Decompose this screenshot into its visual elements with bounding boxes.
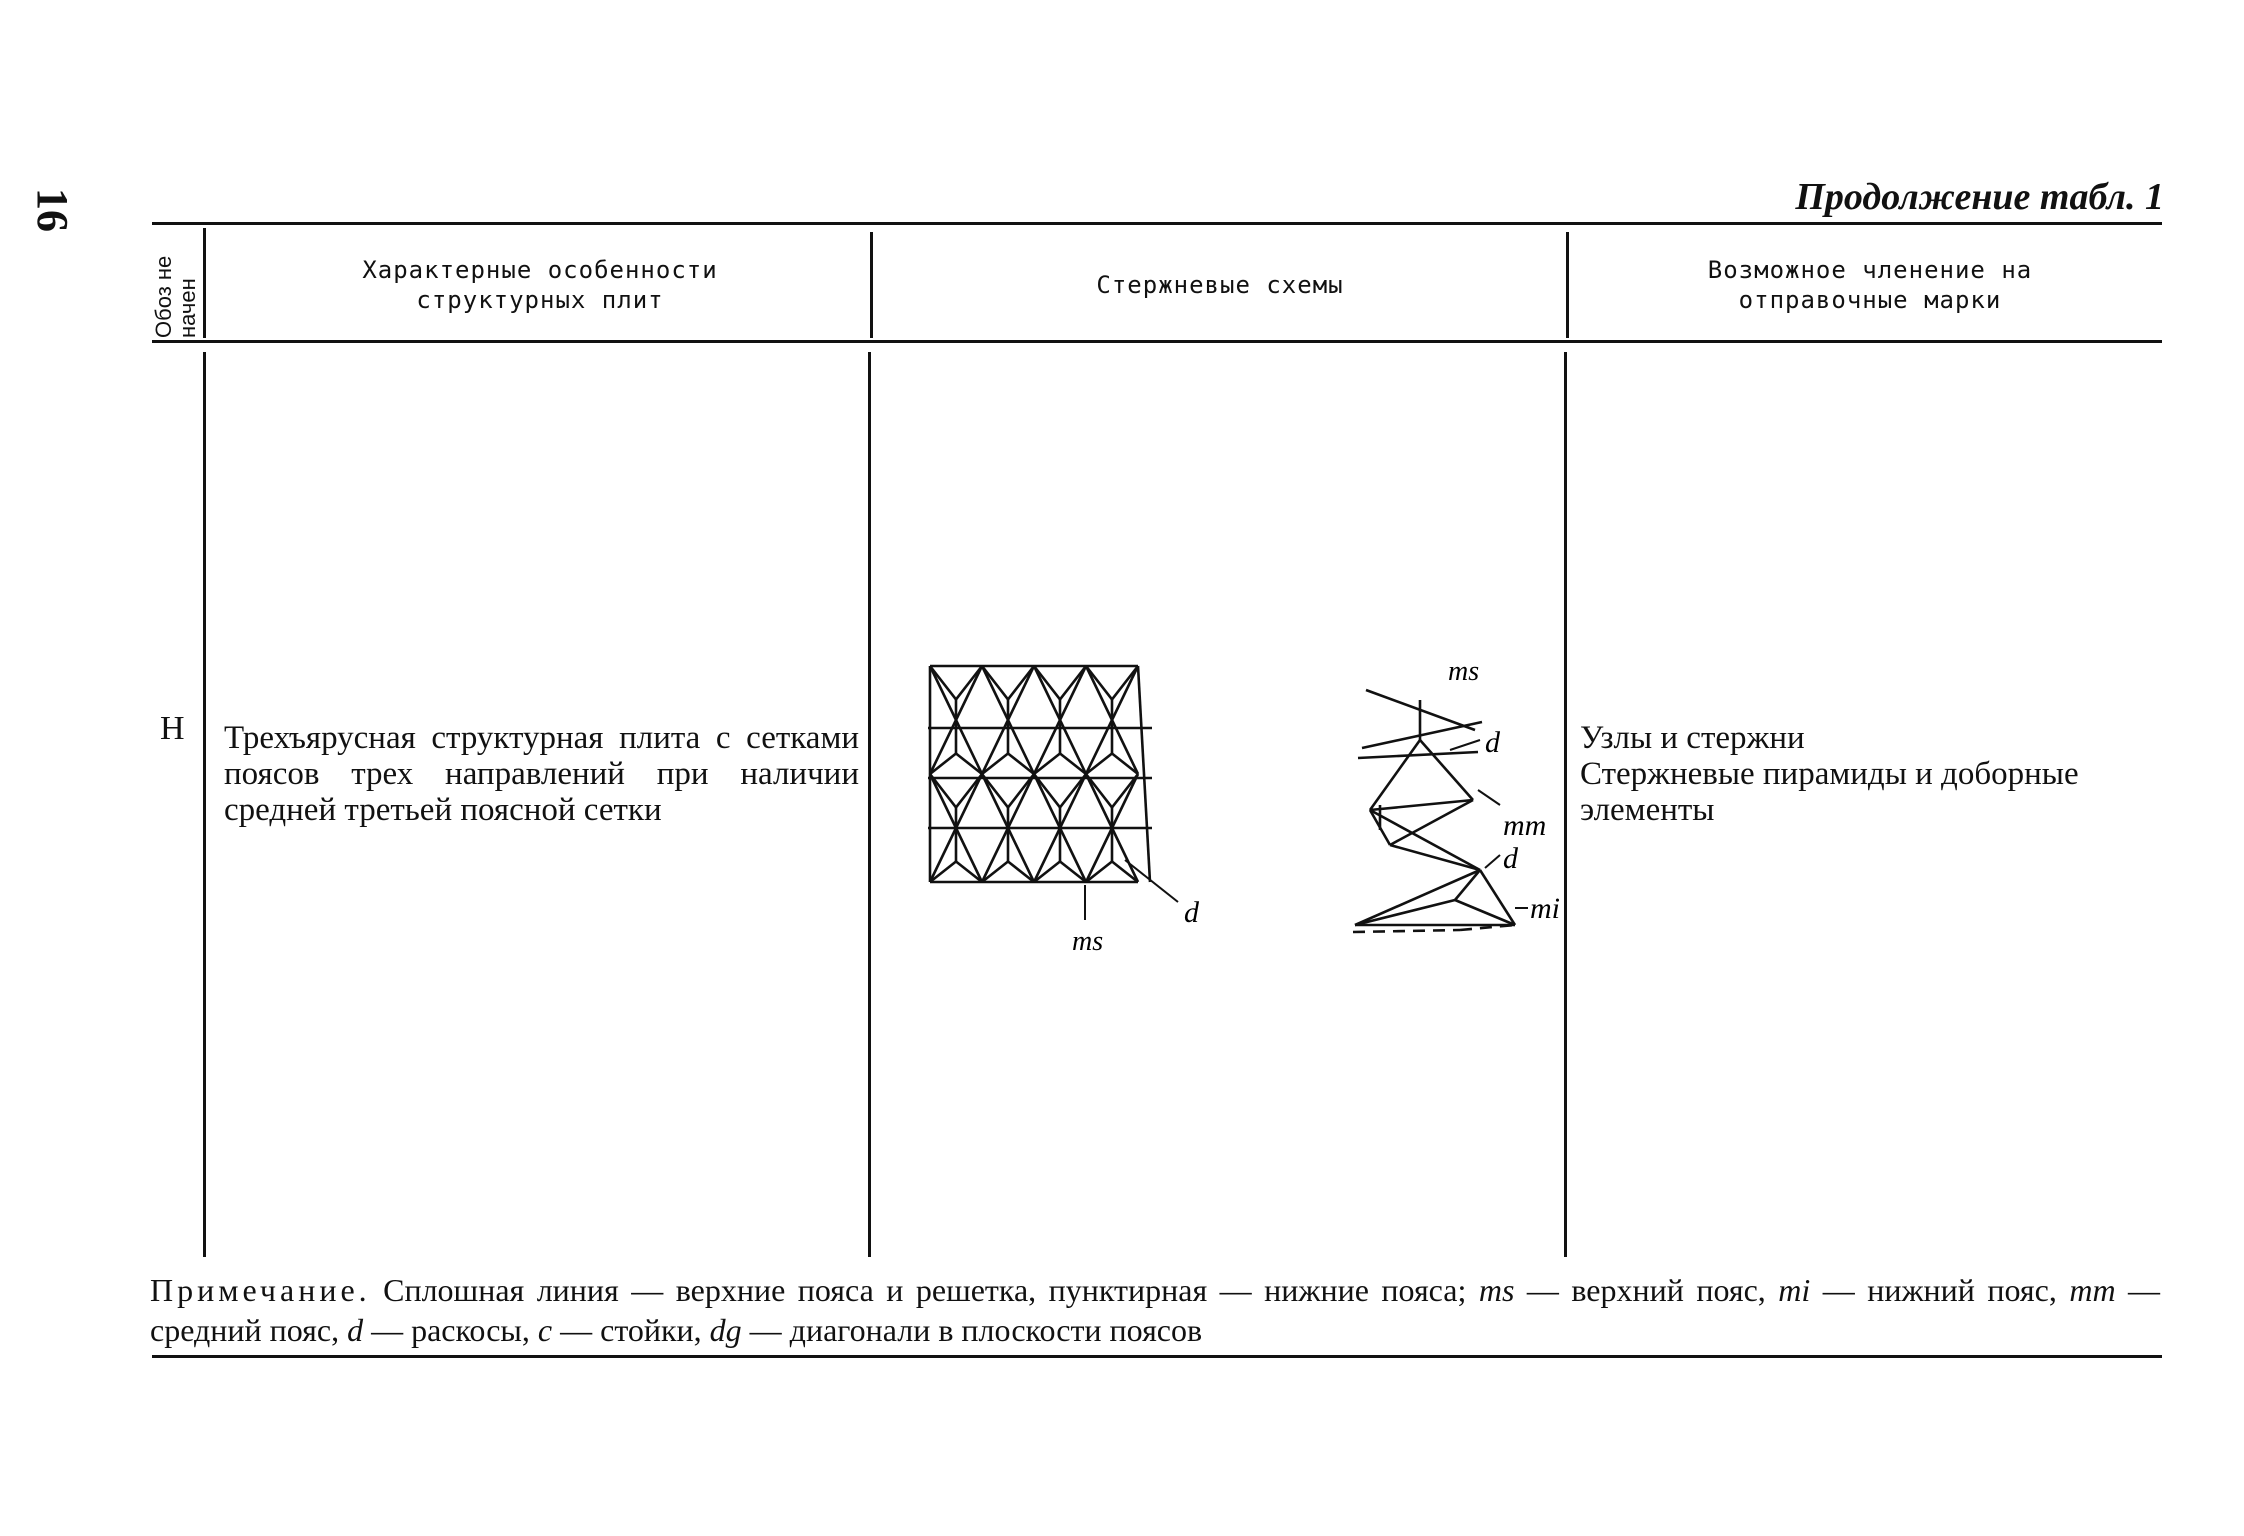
pyramid-label-d-lower: d	[1503, 842, 1518, 875]
division-line-1: Узлы и стержни	[1580, 720, 1805, 756]
note-text: — раскосы,	[363, 1312, 538, 1348]
header-schemes: Стержневые схемы	[1096, 271, 1344, 299]
grid-label-d: d	[1184, 896, 1199, 929]
grid-label-ms: ms	[1072, 926, 1104, 957]
column-divider-2-body	[868, 352, 871, 1257]
note-symbol: d	[347, 1312, 364, 1348]
designation-column-header	[151, 255, 200, 338]
table-top-rule	[152, 222, 2162, 225]
note-symbol: mi	[1778, 1272, 1811, 1308]
table-continuation-title: Продолжение табл. 1	[1795, 176, 2164, 218]
row-features-text: Трехъярусная структурная плита с сетками поясов трех направлений при наличии средней третьей поясной сетки	[224, 720, 859, 828]
page-number: 16	[28, 188, 77, 232]
designation-header-line-2: начен	[175, 278, 200, 338]
column-divider-1-body	[203, 352, 206, 1257]
pyramid-label-mi: mi	[1530, 892, 1560, 925]
column-divider-1	[203, 228, 206, 338]
note-body	[150, 1272, 2160, 1348]
note-text: — верхний пояс,	[1514, 1272, 1779, 1308]
note-symbol: dg	[709, 1312, 742, 1348]
note-symbol: ms	[1478, 1272, 1515, 1308]
note-text: Сплошная линия — верхние пояса и решетка, пунктирная — нижние пояса;	[370, 1272, 1479, 1308]
table-note	[150, 1270, 2160, 1350]
column-divider-2	[870, 232, 873, 338]
designation-header-line-1: Обоз не	[151, 255, 176, 338]
triangular-grid-scheme	[928, 666, 1152, 882]
header-bottom-rule	[152, 340, 2162, 343]
pyramid-label-d-upper: d	[1485, 726, 1500, 759]
note-text: — средний пояс,	[150, 1272, 2161, 1348]
note-symbol: mm	[2069, 1272, 2116, 1308]
header-features: Характерные особенности структурных плит	[362, 256, 718, 314]
division-line-2: Стержневые пирамиды и доборные элементы	[1580, 756, 2079, 828]
note-lead: Примечание.	[150, 1272, 371, 1308]
column-divider-3-body	[1564, 352, 1567, 1257]
row-division-text	[1580, 720, 2160, 828]
header-division: Возможное членение на отправочные марки	[1707, 256, 2033, 314]
note-text: — диагонали в плоскости поясов	[741, 1312, 1203, 1348]
table-bottom-rule	[152, 1355, 2162, 1358]
column-divider-3	[1566, 232, 1569, 338]
pyramid-label-ms: ms	[1448, 656, 1480, 687]
pyramid-label-mm: mm	[1503, 809, 1547, 842]
note-text: — стойки,	[552, 1312, 710, 1348]
note-symbol: c	[537, 1312, 553, 1348]
bar-scheme-diagram	[900, 640, 1560, 970]
row-designation: Н	[160, 710, 185, 747]
note-text: — нижний пояс,	[1810, 1272, 2070, 1308]
